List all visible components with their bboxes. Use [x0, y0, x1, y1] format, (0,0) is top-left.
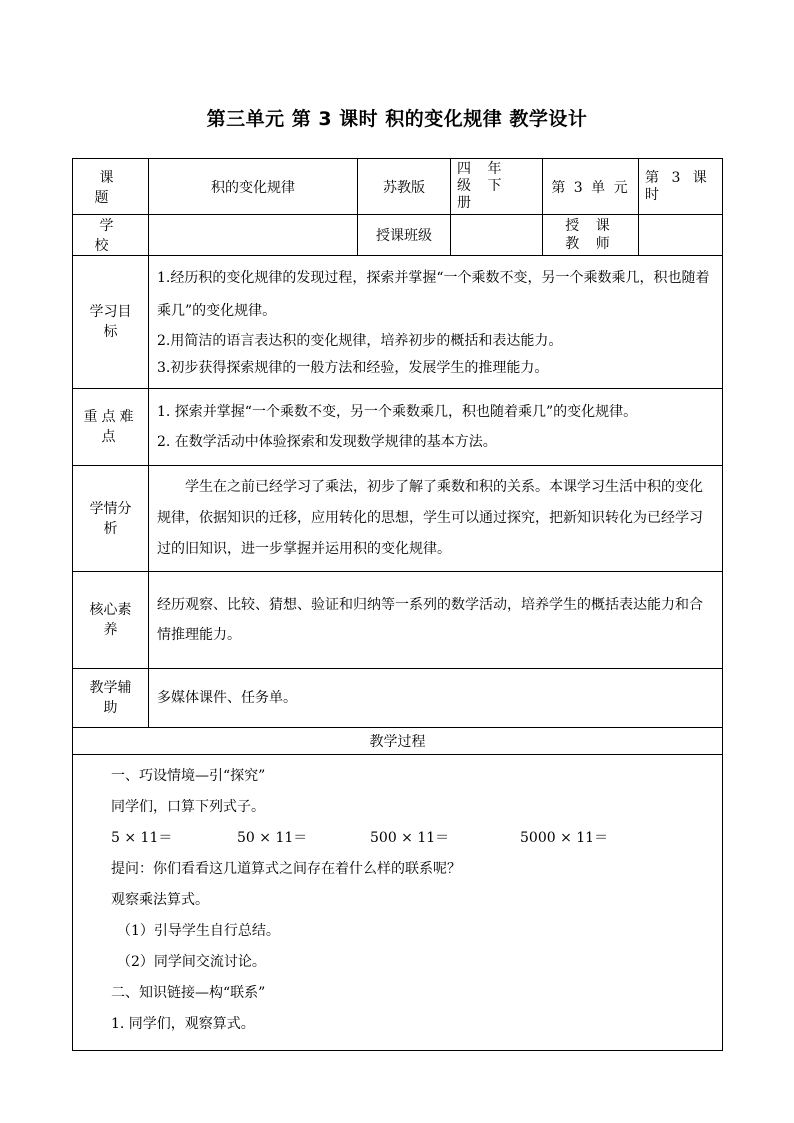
aids-text: 多媒体课件、任务单。	[157, 690, 297, 706]
label-key-points: 重点难点	[73, 389, 149, 466]
key-point-item: 2. 在数学活动中体验探索和发现数学规律的基本方法。	[157, 434, 497, 450]
equation-row	[73, 823, 722, 854]
label-literacy: 核心素养	[73, 572, 149, 669]
teacher-label: 授 课 教 师	[543, 215, 639, 256]
teacher-value	[639, 215, 723, 256]
process-step: （1）引导学生自行总结。	[117, 923, 280, 939]
equation: 50 × 11＝	[237, 830, 308, 846]
unit-value: 第 3 单 元	[543, 159, 639, 215]
process-content	[73, 755, 723, 1051]
class-value	[451, 215, 543, 256]
label-analysis: 学情分析	[73, 466, 149, 572]
goal-item: 1.经历积的变化规律的发现过程，探索并掌握“一个乘数不变，另一个乘数乘几，积也随着乘几”的变化规律。	[157, 270, 710, 319]
class-label: 授课班级	[358, 215, 451, 256]
page-title: 第三单元 第 3 课时 积的变化规律 教学设计	[206, 108, 588, 130]
process-line: 提问：你们看看这几道算式之间存在着什么样的联系呢？	[111, 861, 461, 877]
goal-item: 2.用简洁的语言表达积的变化规律，培养初步的概括和表达能力。	[157, 333, 563, 349]
analysis-content	[149, 466, 723, 572]
label-topic: 课 题	[73, 159, 149, 215]
process-step: （2）同学间交流讨论。	[117, 954, 266, 970]
row-topic	[73, 159, 723, 215]
label-aids: 教学辅助	[73, 669, 149, 728]
equation: 500 × 11＝	[370, 830, 450, 846]
label-school: 学 校	[73, 215, 149, 256]
analysis-text: 学生在之前已经学习了乘法，初步了解了乘数和积的关系。本课学习生活中积的变化规律，依据知识的迁移，应用转化的思想，学生可以通过探究，把新知识转化为已经学习过的旧知识，进一步掌握并运用积的变化规律。	[157, 479, 703, 557]
row-key-points	[73, 389, 723, 466]
section-heading: 一、巧设情境—引“探究”	[111, 768, 266, 784]
process-header: 教学过程	[73, 728, 723, 755]
equation: 5 × 11＝	[111, 830, 173, 846]
lesson-plan-table	[72, 158, 723, 1051]
label-goals: 学习目标	[73, 256, 149, 389]
row-school	[73, 215, 723, 256]
row-process	[73, 755, 723, 1051]
process-line: 1. 同学们，观察算式。	[111, 1016, 255, 1032]
lesson-value: 第 3 课 时	[639, 159, 723, 215]
literacy-content	[149, 572, 723, 669]
goal-item: 3.初步获得探索规律的一般方法和经验，发展学生的推理能力。	[157, 360, 549, 376]
equation: 5000 × 11＝	[520, 830, 609, 846]
aids-content	[149, 669, 723, 728]
section-heading: 二、知识链接—构“联系”	[111, 985, 266, 1001]
school-value	[149, 215, 358, 256]
row-aids	[73, 669, 723, 728]
row-goals	[73, 256, 723, 389]
row-analysis	[73, 466, 723, 572]
grade-value: 四 年 级 下 册	[451, 159, 543, 215]
goals-content	[149, 256, 723, 389]
key-points-content	[149, 389, 723, 466]
literacy-text: 经历观察、比较、猜想、验证和归纳等一系列的数学活动，培养学生的概括表达能力和合情推理能力。	[157, 597, 703, 643]
topic-value: 积的变化规律	[149, 159, 358, 215]
process-line: 同学们，口算下列式子。	[111, 799, 265, 815]
process-line: 观察乘法算式。	[111, 892, 209, 908]
key-point-item: 1. 探索并掌握“一个乘数不变，另一个乘数乘几，积也随着乘几”的变化规律。	[157, 404, 638, 420]
row-literacy	[73, 572, 723, 669]
row-process-header	[73, 728, 723, 755]
publisher-value: 苏教版	[358, 159, 451, 215]
